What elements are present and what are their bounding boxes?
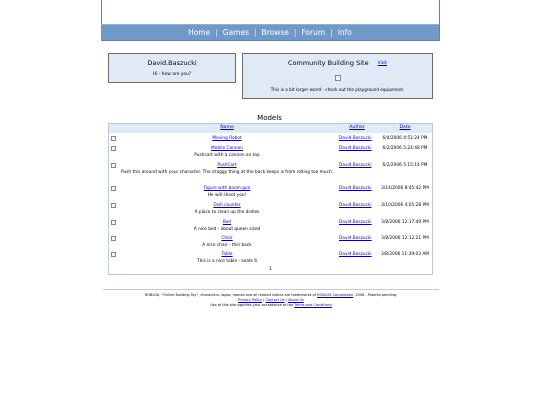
model-thumbnail-icon[interactable] xyxy=(111,163,116,168)
model-date: 6/2/2006 5:24:48 PM xyxy=(382,146,428,151)
nav-separator: | xyxy=(330,28,333,37)
nav-bar xyxy=(101,24,439,40)
model-author-link[interactable]: David.Baszucki xyxy=(339,236,372,241)
contact-us-link[interactable]: Contact Us xyxy=(265,298,285,303)
column-name-header[interactable]: Name xyxy=(220,125,234,130)
model-thumbnail-icon[interactable] xyxy=(111,186,116,191)
footer-separator: | xyxy=(263,298,265,303)
models-table xyxy=(108,123,433,275)
model-date: 6/2/2006 5:15:14 PM xyxy=(382,163,428,168)
model-thumbnail-icon[interactable] xyxy=(111,236,116,241)
footer-legal-suffix: , 2006 . Patents pending. xyxy=(353,293,398,297)
model-date: 3/14/2006 8:45:42 PM xyxy=(381,186,429,191)
model-date: 3/8/2006 11:39:03 AM xyxy=(381,252,429,257)
model-thumbnail-icon[interactable] xyxy=(111,220,116,225)
model-description: A nice bed - about queen sized xyxy=(193,227,261,232)
footer-terms-text: Use of this site signifies your acceptance of the xyxy=(210,303,294,308)
model-thumbnail-icon[interactable] xyxy=(111,136,116,141)
model-info xyxy=(119,145,335,159)
model-title-link[interactable]: Bed xyxy=(222,220,232,225)
page-number[interactable]: 1 xyxy=(269,267,272,272)
footer-separator: | xyxy=(285,298,287,303)
model-author-link[interactable]: David.Baszucki xyxy=(339,186,372,191)
terms-link[interactable]: Terms and Conditions xyxy=(294,303,332,308)
model-title-link[interactable]: Moving Robot xyxy=(212,136,242,141)
site-description: This is a bit larger world - check out the playground equipment. xyxy=(270,87,405,92)
footer-terms xyxy=(103,303,439,308)
model-date: 3/8/2006 12:12:21 PM xyxy=(381,236,429,241)
model-author-link[interactable]: David.Baszucki xyxy=(339,163,372,168)
column-author-header[interactable]: Author xyxy=(349,125,365,130)
models-heading: Models xyxy=(257,114,282,122)
privacy-policy-link[interactable]: Privacy Policy xyxy=(238,298,262,303)
model-date: 3/8/2006 12:17:49 PM xyxy=(381,220,429,225)
model-info xyxy=(119,202,335,216)
roblox-corporation-link[interactable]: ROBLOX Corporation xyxy=(317,293,354,297)
model-title-link[interactable]: Dish counter xyxy=(213,203,241,208)
model-description: He will shoot you! xyxy=(207,193,247,198)
site-image-placeholder-icon[interactable] xyxy=(335,75,341,81)
column-date-header[interactable]: Date xyxy=(399,125,411,130)
nav-home[interactable]: Home xyxy=(188,28,211,37)
nav-forum[interactable]: Forum xyxy=(301,28,326,37)
site-title: Community Building Site xyxy=(287,59,369,67)
footer xyxy=(103,293,439,309)
nav-info[interactable]: Info xyxy=(337,28,352,37)
user-status: Hi - how are you? xyxy=(152,72,192,77)
model-info xyxy=(119,135,335,142)
user-panel xyxy=(108,53,236,83)
model-author-link[interactable]: David.Baszucki xyxy=(339,146,372,151)
model-description: This is a nice table - seats 6 xyxy=(197,259,257,264)
nav-separator: | xyxy=(215,28,218,37)
site-panel xyxy=(242,53,433,99)
model-info xyxy=(119,235,335,249)
model-thumbnail-icon[interactable] xyxy=(111,146,116,151)
footer-legal-text: ROBLOX, "Online Building Toy", characters, logos, names and all related indicia are trademarks of xyxy=(144,293,316,297)
model-info xyxy=(119,185,335,199)
model-title-link[interactable]: Table xyxy=(221,252,233,257)
nav-separator: | xyxy=(293,28,297,37)
model-date: 3/10/2006 4:05:28 PM xyxy=(381,203,429,208)
model-title-link[interactable]: Chair xyxy=(221,236,233,241)
model-author-link[interactable]: David.Baszucki xyxy=(339,252,372,257)
user-name: David.Baszucki xyxy=(147,59,197,67)
model-description: A nice chair - thin back xyxy=(202,243,252,248)
model-title-link[interactable]: Mobile Cannon xyxy=(211,146,243,151)
model-author-link[interactable]: David.Baszucki xyxy=(339,220,372,225)
site-title-row xyxy=(243,59,432,67)
model-title-link[interactable]: PushCart xyxy=(217,163,237,168)
model-thumbnail-icon[interactable] xyxy=(111,203,116,208)
model-description: Push this around with your character. The draggy thing at the back keeps is from rolling too much. xyxy=(120,170,334,175)
model-title-link[interactable]: Figure with boom gun xyxy=(203,186,251,191)
model-author-link[interactable]: David.Baszucki xyxy=(339,136,372,141)
model-thumbnail-icon[interactable] xyxy=(111,252,116,257)
model-description: Pushcart with a cannon on top xyxy=(194,153,260,158)
model-info xyxy=(119,162,335,176)
pagination xyxy=(109,267,432,272)
nav-separator: | xyxy=(254,28,257,37)
models-table-header xyxy=(109,124,432,133)
about-us-link[interactable]: About Us xyxy=(288,298,304,303)
footer-divider xyxy=(103,289,439,290)
visit-link[interactable]: Visit xyxy=(377,61,388,66)
model-date: 6/4/2006 4:51:24 PM xyxy=(382,136,428,141)
model-info xyxy=(119,219,335,233)
nav-games[interactable]: Games xyxy=(222,28,250,37)
model-description: A place to clean up the dishes xyxy=(194,210,260,215)
model-author-link[interactable]: David.Baszucki xyxy=(339,203,372,208)
model-info xyxy=(119,251,335,265)
nav-browse[interactable]: Browse xyxy=(261,28,289,37)
